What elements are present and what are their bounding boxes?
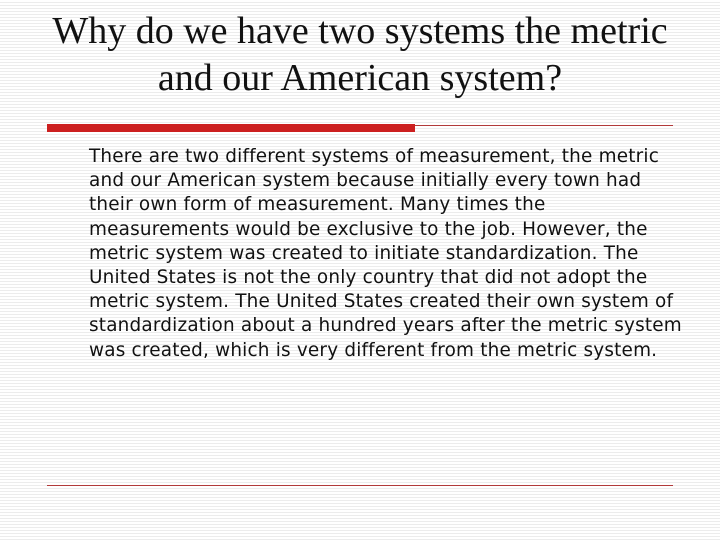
slide-title: [30, 8, 690, 102]
title-line-2: and our American system?: [157, 57, 563, 99]
title-divider-accent: [47, 124, 415, 132]
footer-divider: [47, 485, 673, 486]
body-paragraph: There are two different systems of measurement, the metric and our American system because initially every town had their own form of measurement. Many times the measurements would be exclusive to the job. However, the metric system was created to initiate standardization. The United States is not the only country that did not adopt the metric system. The United States created their own system of standardization about a hundred years after the metric system was created, which is very different from the metric system.: [89, 146, 682, 361]
title-line-1: Why do we have two systems the metric: [52, 10, 668, 52]
